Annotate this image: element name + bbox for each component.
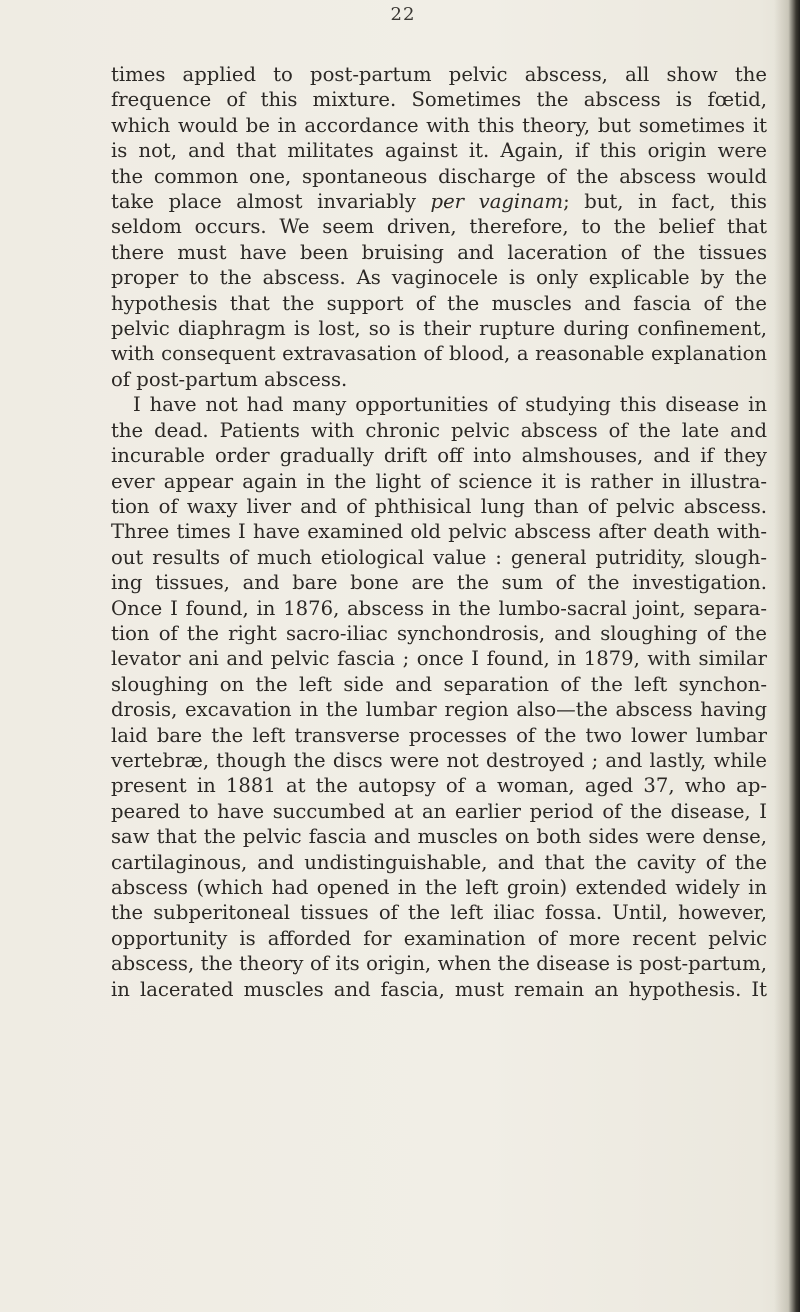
text-line: frequence of this mixture. Sometimes the abscess is fœtid,	[111, 88, 767, 112]
text-line: proper to the abscess. As vaginocele is only explicable by the	[111, 266, 767, 290]
body-text	[111, 62, 767, 1002]
text-line: levator ani and pelvic fascia ; once I found, in 1879, with similar	[111, 647, 767, 671]
text-line: seldom occurs. We seem driven, therefore, to the belief that	[111, 215, 767, 239]
text-line: Three times I have examined old pelvic abscess after death with-	[111, 520, 767, 544]
text-line: pelvic diaphragm is lost, so is their rupture during confinement,	[111, 317, 767, 341]
text-line: which would be in accordance with this theory, but sometimes it	[111, 113, 767, 137]
text-line: tion of waxy liver and of phthisical lung than of pelvic abscess.	[111, 494, 767, 518]
italic-phrase: per vaginam	[430, 190, 564, 214]
text-fragment: ; but, in fact, this	[563, 190, 767, 214]
text-line: abscess, the theory of its origin, when the disease is post-partum,	[111, 952, 767, 976]
text-line: there must have been bruising and laceration of the tissues	[111, 240, 767, 264]
text-line: in lacerated muscles and fascia, must remain an hypothesis. It	[111, 977, 767, 1001]
text-line: ever appear again in the light of science it is rather in illustra-	[111, 469, 767, 493]
text-line: Once I found, in 1876, abscess in the lumbo-sacral joint, separa-	[111, 596, 767, 620]
text-line: hypothesis that the support of the muscles and fascia of the	[111, 291, 767, 315]
page-number: 22	[390, 4, 416, 25]
text-line: cartilaginous, and undistinguishable, and that the cavity of the	[111, 850, 767, 874]
text-line: times applied to post-partum pelvic abscess, all show the	[111, 63, 767, 86]
text-line: ing tissues, and bare bone are the sum of the investigation.	[111, 571, 767, 595]
text-fragment: take place almost invariably	[111, 190, 416, 214]
text-line: the subperitoneal tissues of the left iliac fossa. Until, however,	[111, 901, 767, 925]
text-line: incurable order gradually drift off into almshouses, and if they	[111, 444, 767, 468]
text-line: tion of the right sacro-iliac synchondrosis, and sloughing of the	[111, 621, 767, 645]
text-line: present in 1881 at the autopsy of a woman, aged 37, who ap-	[111, 774, 767, 798]
text-line: opportunity is afforded for examination of more recent pelvic	[111, 926, 767, 950]
text-line: abscess (which had opened in the left groin) extended widely in	[111, 876, 767, 899]
text-line: of post-partum abscess.	[111, 367, 348, 391]
page-edge-shadow	[774, 0, 800, 1312]
text-line: saw that the pelvic fascia and muscles on both sides were dense,	[111, 825, 767, 849]
paragraph-start-line: I have not had many opportunities of studying this disease in	[133, 393, 767, 417]
text-line: is not, and that militates against it. Again, if this origin were	[111, 139, 767, 163]
text-line	[111, 189, 767, 214]
text-line: drosis, excavation in the lumbar region also—the abscess having	[111, 698, 767, 722]
text-line: with consequent extravasation of blood, a reasonable explanation	[111, 342, 767, 366]
text-line: peared to have succumbed at an earlier period of the disease, I	[111, 799, 767, 823]
text-line: vertebræ, though the discs were not destroyed ; and lastly, while	[111, 748, 767, 772]
text-line: the common one, spontaneous discharge of the abscess would	[111, 164, 767, 188]
text-line: the dead. Patients with chronic pelvic abscess of the late and	[111, 418, 767, 442]
text-line: sloughing on the left side and separation of the left synchon-	[111, 672, 767, 696]
text-line: laid bare the left transverse processes of the two lower lumbar	[111, 723, 767, 747]
text-line: out results of much etiological value : general putridity, slough-	[111, 545, 767, 569]
